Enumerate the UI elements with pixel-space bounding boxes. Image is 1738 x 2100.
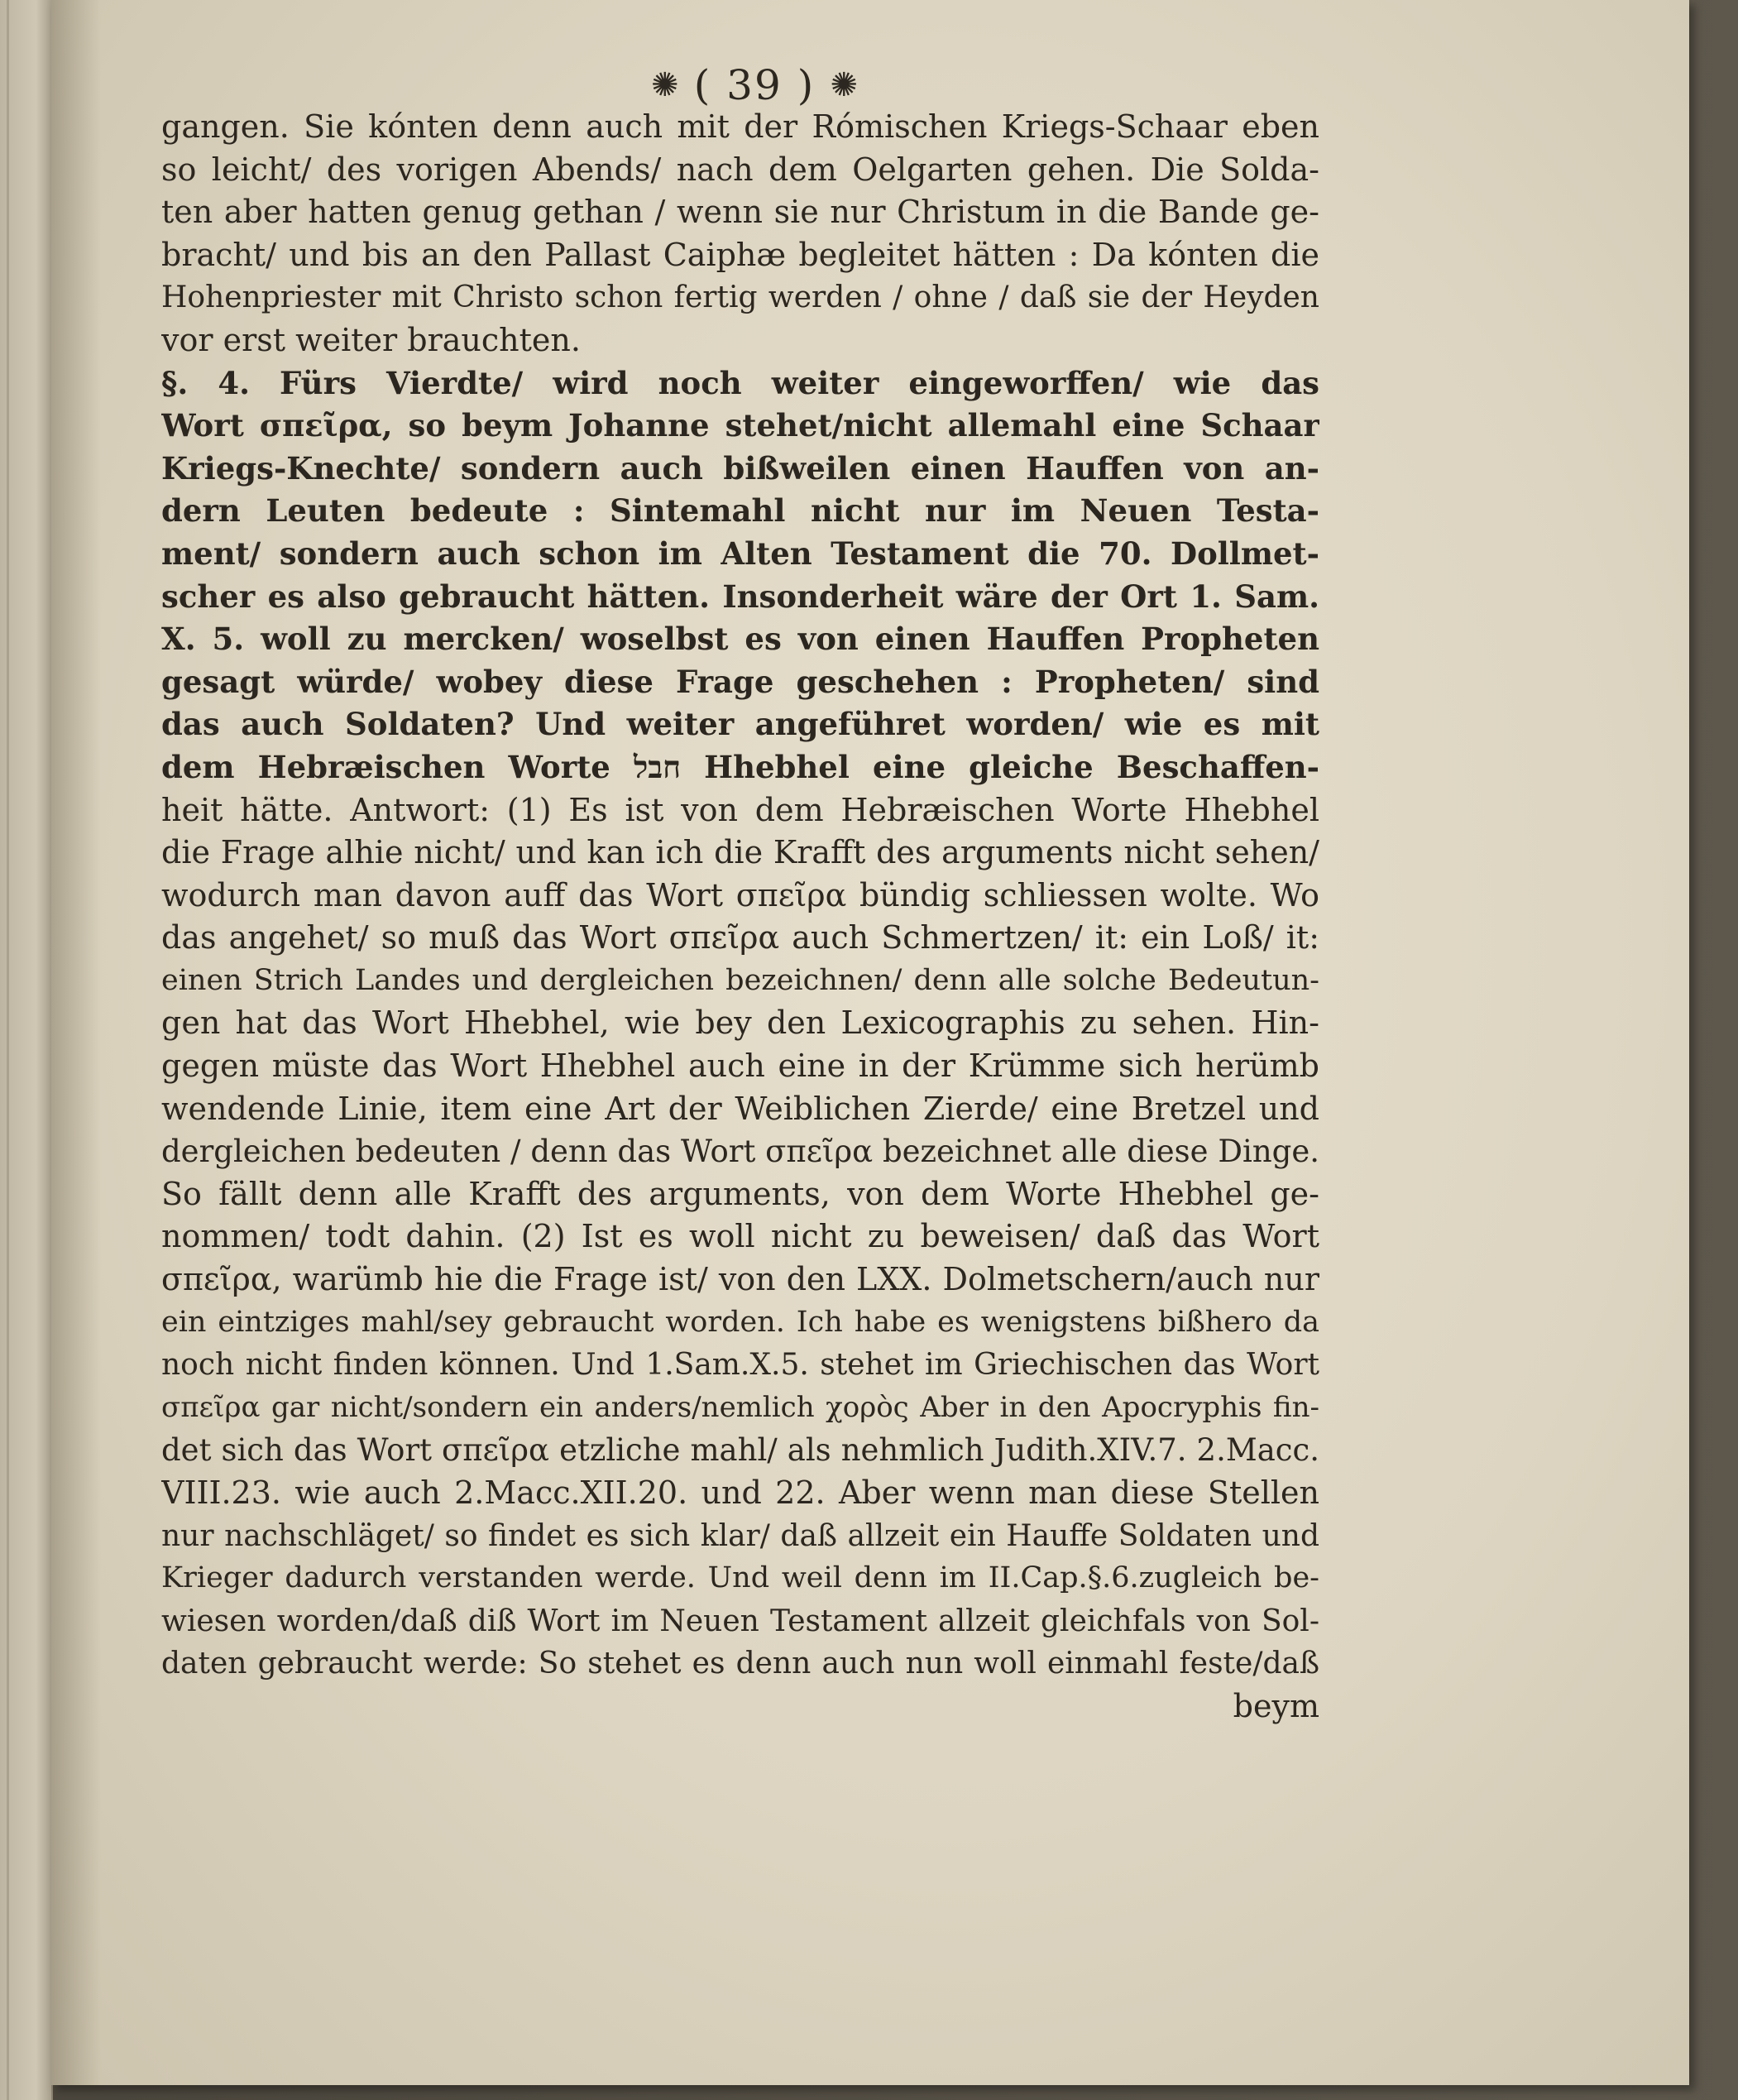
catchword: beym [1233,1687,1319,1724]
text-line: nommen/ todt dahin. (2) Ist es woll nicht zu beweisen/ daß das Wort [161,1218,1319,1255]
text-line: einen Strich Landes und dergleichen bezeichnen/ denn alle solche Bedeutun- [161,963,1319,997]
text-line: dergleichen bedeuten / denn das Wort σπεῖρα bezeichnet alle diese Dinge. [161,1134,1319,1170]
gutter-shadow [51,0,101,2085]
text-line: gesagt würde/ wobey diese Frage geschehen : Propheten/ sind [161,663,1319,700]
text-line: §. 4. Fürs Vierdte/ wird noch weiter eingeworffen/ wie das [161,364,1319,401]
text-line: ein eintziges mahl/sey gebraucht worden. Ich habe es wenigstens bißhero da [161,1305,1319,1339]
text-line: Krieger dadurch verstanden werde. Und weil denn im II.Cap.§.6.zugleich be- [161,1561,1319,1595]
text-line: VIII.23. wie auch 2.Macc.XII.20. und 22. Aber wenn man diese Stellen [161,1474,1319,1511]
text-line: ment/ sondern auch schon im Alten Testament die 70. Dollmet- [161,535,1319,572]
flower-ornament-icon: ✺ [651,66,679,104]
page-number: ( 39 ) [693,61,816,109]
text-line: die Frage alhie nicht/ und kan ich die Krafft des arguments nicht sehen/ [161,834,1319,871]
text-line: det sich das Wort σπεῖρα etzliche mahl/ als nehmlich Judith.XIV.7. 2.Macc. [161,1432,1319,1469]
text-line: scher es also gebraucht hätten. Insonderheit wäre der Ort 1. Sam. [161,578,1319,615]
text-line: Hohenpriester mit Christo schon fertig werden / ohne / daß sie der Heyden [161,280,1319,315]
text-line: heit hätte. Antwort: (1) Es ist von dem Hebræischen Worte Hhebhel [161,791,1319,828]
text-line: ten aber hatten genug gethan / wenn sie nur Christum in die Bande ge- [161,194,1319,231]
text-line: σπεῖρα gar nicht/sondern ein anders/nemlich χορὸς Aber in den Apocryphis fin- [161,1390,1319,1424]
page-fold-line [7,0,9,2100]
text-line: σπεῖρα, warümb hie die Frage ist/ von den LXX. Dolmetschern/auch nur [161,1261,1319,1298]
text-line: So fällt denn alle Krafft des arguments, von dem Worte Hhebhel ge- [161,1175,1319,1212]
text-line: gen hat das Wort Hhebhel, wie bey den Lexicographis zu sehen. Hin- [161,1004,1319,1042]
text-line: Wort σπεῖρα, so beym Johanne stehet/nicht allemahl eine Schaar [161,407,1319,444]
text-line: wendende Linie, item eine Art der Weiblichen Zierde/ eine Bretzel und [161,1090,1319,1127]
text-line: nur nachschläget/ so findet es sich klar/ daß allzeit ein Hauffe Soldaten und [161,1518,1319,1553]
text-line: daten gebraucht werde: So stehet es denn auch nun woll einmahl feste/daß [161,1647,1319,1681]
text-line: das angehet/ so muß das Wort σπεῖρα auch Schmertzen/ it: ein Loß/ it: [161,919,1319,957]
text-line: Kriegs-Knechte/ sondern auch bißweilen einen Hauffen von an- [161,449,1319,487]
text-line: gangen. Sie kónten denn auch mit der Rómischen Kriegs-Schaar eben [161,108,1319,145]
text-line: bracht/ und bis an den Pallast Caiphæ begleitet hätten : Da kónten die [161,236,1319,273]
text-line: X. 5. woll zu mercken/ woselbst es von einen Hauffen Propheten [161,621,1319,658]
text-line: so leicht/ des vorigen Abends/ nach dem Oelgarten gehen. Die Solda- [161,151,1319,188]
text-line: das auch Soldaten? Und weiter angeführet worden/ wie es mit [161,706,1319,743]
text-line: dem Hebræischen Worte חבל Hhebhel eine gleiche Beschaffen- [161,748,1319,785]
body-text [161,106,1319,1728]
text-line: wiesen worden/daß diß Wort im Neuen Testament allzeit gleichfals von Sol- [161,1604,1319,1638]
text-line: wodurch man davon auff das Wort σπεῖρα bündig schliessen wolte. Wo [161,876,1319,913]
text-line: vor erst weiter brauchten. [161,321,581,358]
facing-page-edge [0,0,53,2100]
text-line: noch nicht finden können. Und 1.Sam.X.5. stehet im Griechischen das Wort [161,1348,1319,1383]
text-line: dern Leuten bedeute : Sintemahl nicht nur im Neuen Testa- [161,492,1319,530]
text-line: gegen müste das Wort Hhebhel auch eine in der Krümme sich herümb [161,1048,1319,1085]
flower-ornament-icon: ✺ [830,66,858,104]
